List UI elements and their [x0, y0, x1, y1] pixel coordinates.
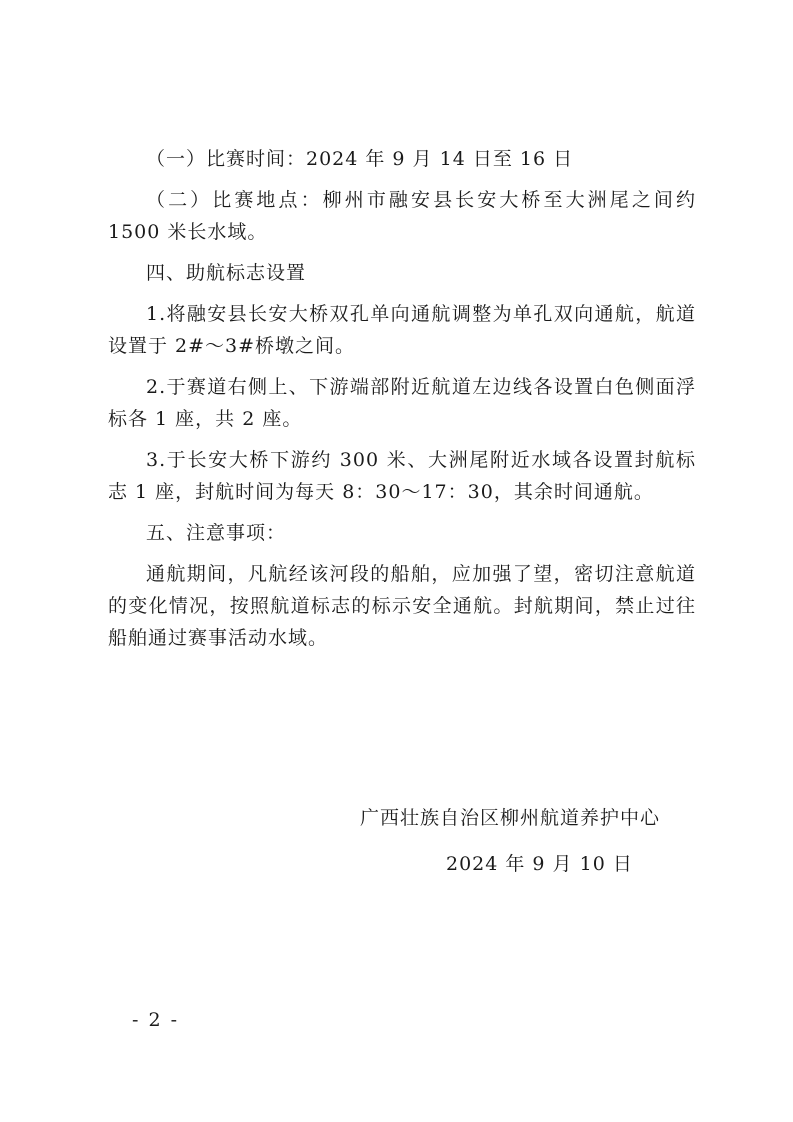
paragraph-mark-item-2: 2.于赛道右侧上、下游端部附近航道左边线各设置白色侧面浮标各 1 座，共 2 座。 — [108, 376, 696, 430]
section-heading-notes: 五、注意事项： — [146, 522, 287, 544]
page-number: - 2 - — [132, 1009, 180, 1031]
paragraph-competition-location: （二）比赛地点：柳州市融安县长安大桥至大洲尾之间约 1500 米长水域。 — [108, 189, 696, 243]
paragraph-mark-item-3: 3.于长安大桥下游约 300 米、大洲尾附近水域各设置封航标志 1 座，封航时间为每天 8：30～17：30，其余时间通航。 — [108, 449, 696, 503]
signature-date: 2024 年 9 月 10 日 — [446, 853, 633, 875]
paragraph-mark-item-1: 1.将融安县长安大桥双孔单向通航调整为单孔双向通航，航道设置于 2#～3#桥墩之间。 — [108, 303, 696, 357]
signature-organization: 广西壮族自治区柳州航道养护中心 — [360, 807, 661, 829]
paragraph-competition-time: （一）比赛时间：2024 年 9 月 14 日至 16 日 — [146, 148, 574, 170]
notice-body — [108, 143, 696, 663]
paragraph-notes: 通航期间，凡航经该河段的船舶，应加强了望，密切注意航道的变化情况，按照航道标志的标示安全通航。封航期间，禁止过往船舶通过赛事活动水域。 — [108, 563, 696, 649]
section-heading-navigation-marks: 四、助航标志设置 — [146, 262, 307, 284]
